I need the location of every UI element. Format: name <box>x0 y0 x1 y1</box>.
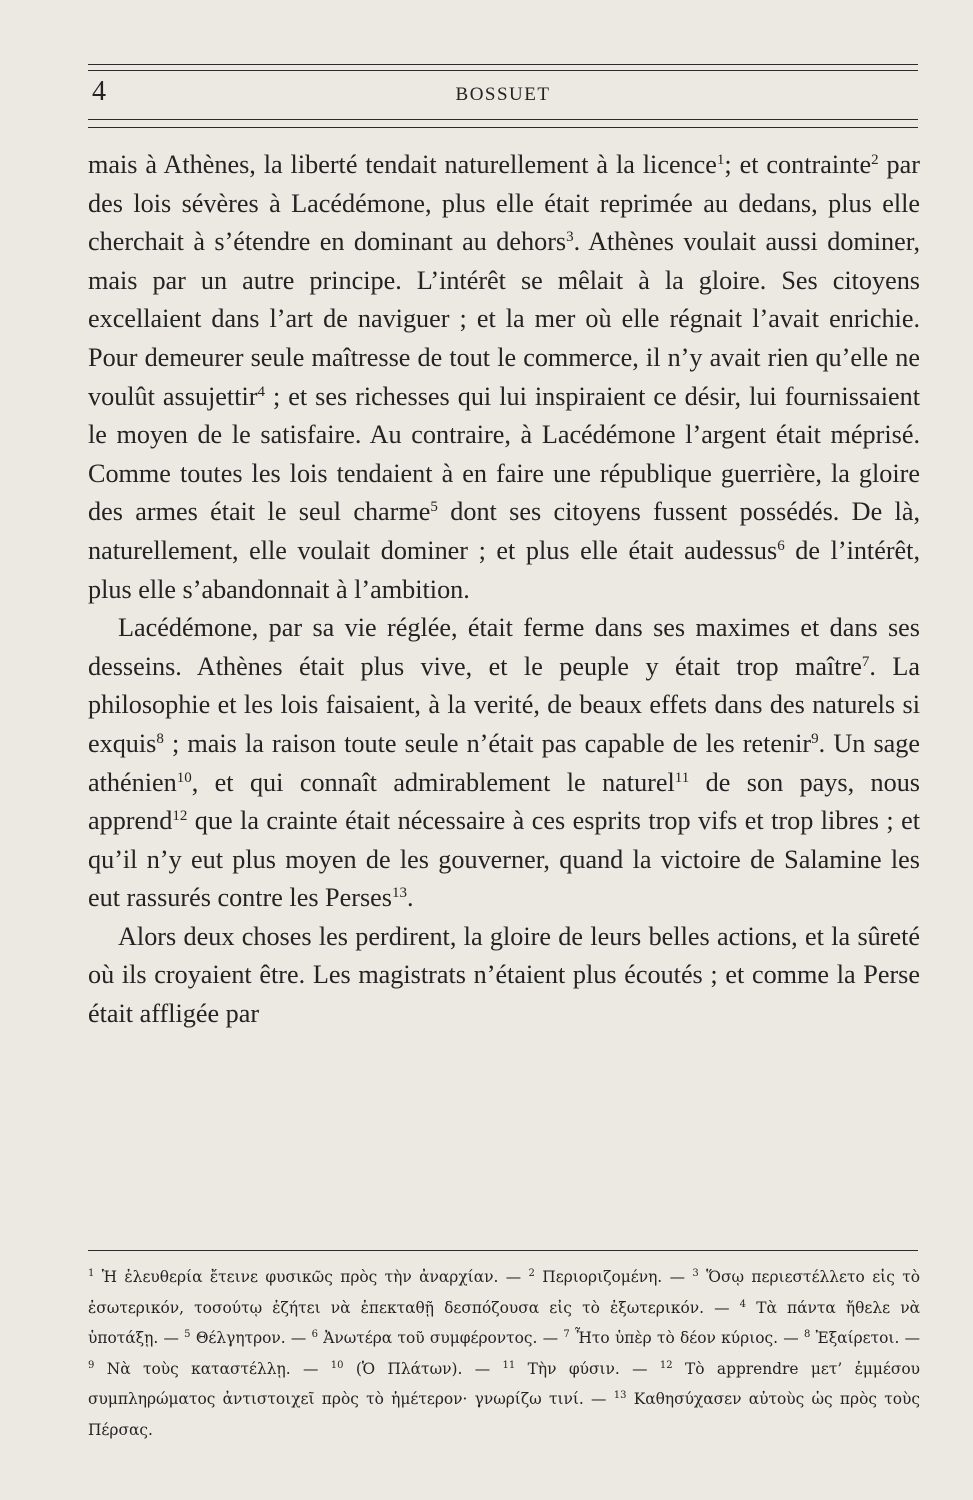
footnote-text: Θέλγητρον. — <box>190 1329 312 1348</box>
text-run: dont ses citoyens fussent possédés. De là, naturellement, elle voulait dominer ; et plus elle était audessus <box>88 497 921 565</box>
footnote-number: 1 <box>88 1268 95 1279</box>
footnote <box>88 1360 331 1378</box>
footnote-text: Περιοριζομένη. — <box>534 1268 693 1286</box>
text-run: . La philosophie et les lois faisaient, à la verité, de beaux effets dans des naturels si exquis <box>88 651 920 758</box>
main-text <box>88 146 920 1034</box>
text-run: que la crainte était nécessaire à ces esprits trop vifs et trop libres ; et qu’il n’y eut plus moyen de les gouverner, quand la victoire de Salamine les eut rassurés contre les Perses <box>88 806 920 913</box>
footnote-ref: 10 <box>176 769 192 786</box>
footnote-number: 10 <box>330 1359 344 1371</box>
footnote <box>312 1329 564 1347</box>
footnote-ref: 11 <box>674 769 690 786</box>
footnote <box>331 1360 503 1378</box>
header-bottom-rule-inner <box>88 127 918 128</box>
footnote-ref: 9 <box>811 730 819 747</box>
footnote-ref: 12 <box>172 808 188 825</box>
footnote-number: 2 <box>528 1268 535 1279</box>
footnote-ref: 6 <box>777 537 785 554</box>
footnote-text: Τὴν φύσιν. — <box>515 1359 660 1378</box>
footnote-text: (Ὁ Πλάτων). — <box>343 1359 503 1378</box>
footnote-number: 3 <box>692 1268 699 1279</box>
text-run: ; et ses richesses qui lui inspiraient ce désir, lui fournissaient le moyen de le satisfaire. Au contraire, à Lacédémone l’argent était méprisé. Comme toutes les lois tendaient à en faire une république guerrière, la gloire des armes était le seul charme <box>88 381 920 527</box>
running-header <box>88 76 918 116</box>
footnote-ref: 1 <box>716 152 725 168</box>
running-title: BOSSUET <box>455 84 551 105</box>
footnote-text: Τὰ πάντα ἤθελε νὰ ὑποτάξῃ. — <box>88 1298 920 1348</box>
text-run: par des lois sévères à Lacédémone, plus elle était reprimée au dedans, plus elle cherchait à s’étendre en dominant au dehors <box>88 150 920 257</box>
text-run: , et qui connaît admirablement le naturel <box>191 767 675 797</box>
footnote-ref: 5 <box>430 499 438 516</box>
footnote-number: 13 <box>613 1390 627 1402</box>
text-run: de son pays, nous apprend <box>88 767 920 836</box>
footnote <box>529 1268 693 1286</box>
text-run: ; et contrainte <box>724 150 872 179</box>
footnote-number: 11 <box>502 1359 516 1371</box>
footnote <box>804 1329 920 1347</box>
footnote-text: Τὸ apprendre μετ’ ἐμμέσου συμπληρώματος ἀντιστοιχεῖ πρὸς τὸ ἡμέτερον· γνωρίζω τινί. — <box>88 1359 920 1409</box>
footnote-number: 5 <box>184 1329 191 1341</box>
paragraph <box>88 918 920 1034</box>
text-run: Alors deux choses les perdirent, la gloire de leurs belles actions, et la sûreté où ils croyaient être. Les magistrats n’étaient plus écoutés ; et comme la Perse était affligée par <box>88 921 920 1029</box>
text-run: de l’intérêt, plus elle s’abandonnait à l’ambition. <box>88 535 920 604</box>
footnote-ref: 2 <box>871 152 879 168</box>
text-run: . Un sage athénien <box>88 728 920 797</box>
text-run: . Athènes voulait aussi dominer, mais par un autre principe. L’intérêt se mêlait à la gloire. Ses citoyens excellaient dans l’art de naviguer ; et la mer où elle régnait l’avait enrichie. Pour demeurer seule maîtresse de tout le commerce, il n’y avait rien qu’elle ne voulût assujettir <box>88 227 920 411</box>
footnotes <box>88 1262 920 1446</box>
footnote-text: Ἀνωτέρα τοῦ συμφέροντος. — <box>317 1329 564 1348</box>
footnote-number: 7 <box>563 1329 570 1341</box>
page-number: 4 <box>92 76 106 107</box>
paragraph <box>88 146 920 609</box>
header-top-rule-inner <box>88 70 918 71</box>
footnote-number: 12 <box>659 1359 673 1371</box>
text-run: ; mais la raison toute seule n’était pas capable de les retenir <box>163 728 812 758</box>
footnote <box>563 1329 804 1347</box>
footnote-separator <box>88 1250 918 1251</box>
footnote-number: 4 <box>739 1298 747 1310</box>
text-run: mais à Athènes, la liberté tendait naturellement à la licence <box>88 150 717 179</box>
footnote-text: Ἦτο ὑπὲρ τὸ δέον κύριος. — <box>569 1329 804 1348</box>
footnote-number: 9 <box>88 1359 95 1371</box>
footnote-text: Ὅσῳ περιεστέλλετο εἰς τὸ ἐσωτερικόν, τοσούτῳ ἐζήτει νὰ ἐπεκταθῇ δεσπόζουσα εἰς τὸ ἐξωτερικόν. — <box>88 1268 920 1317</box>
header-top-rule <box>88 64 918 65</box>
footnote-ref: 4 <box>257 383 265 400</box>
text-run: Lacédémone, par sa vie réglée, était ferme dans ses maximes et dans ses desseins. Athènes était plus vive, et le peuple y était trop maître <box>88 613 920 681</box>
footnote-text: Καθησύχασεν αὐτοὺς ὡς πρὸς τοὺς Πέρσας. <box>88 1390 920 1439</box>
paragraph <box>88 609 920 918</box>
footnote-text: Νὰ τοὺς καταστέλλῃ. — <box>94 1359 331 1378</box>
footnote <box>503 1360 660 1378</box>
header-bottom-rule <box>88 119 918 120</box>
text-run: . <box>406 883 414 913</box>
footnote <box>88 1268 529 1286</box>
footnote-text: Ἐξαίρετοι. — <box>810 1329 920 1348</box>
footnote-text: Ἡ ἐλευθερία ἔτεινε φυσικῶς πρὸς τὴν ἀναρχίαν. — <box>94 1268 529 1286</box>
footnote-number: 6 <box>311 1329 318 1341</box>
footnote-ref: 8 <box>156 730 164 747</box>
footnote <box>184 1329 311 1347</box>
footnote-ref: 3 <box>566 229 574 246</box>
footnote-number: 8 <box>803 1329 811 1341</box>
footnote-ref: 7 <box>861 653 870 670</box>
footnote-ref: 13 <box>391 885 407 902</box>
